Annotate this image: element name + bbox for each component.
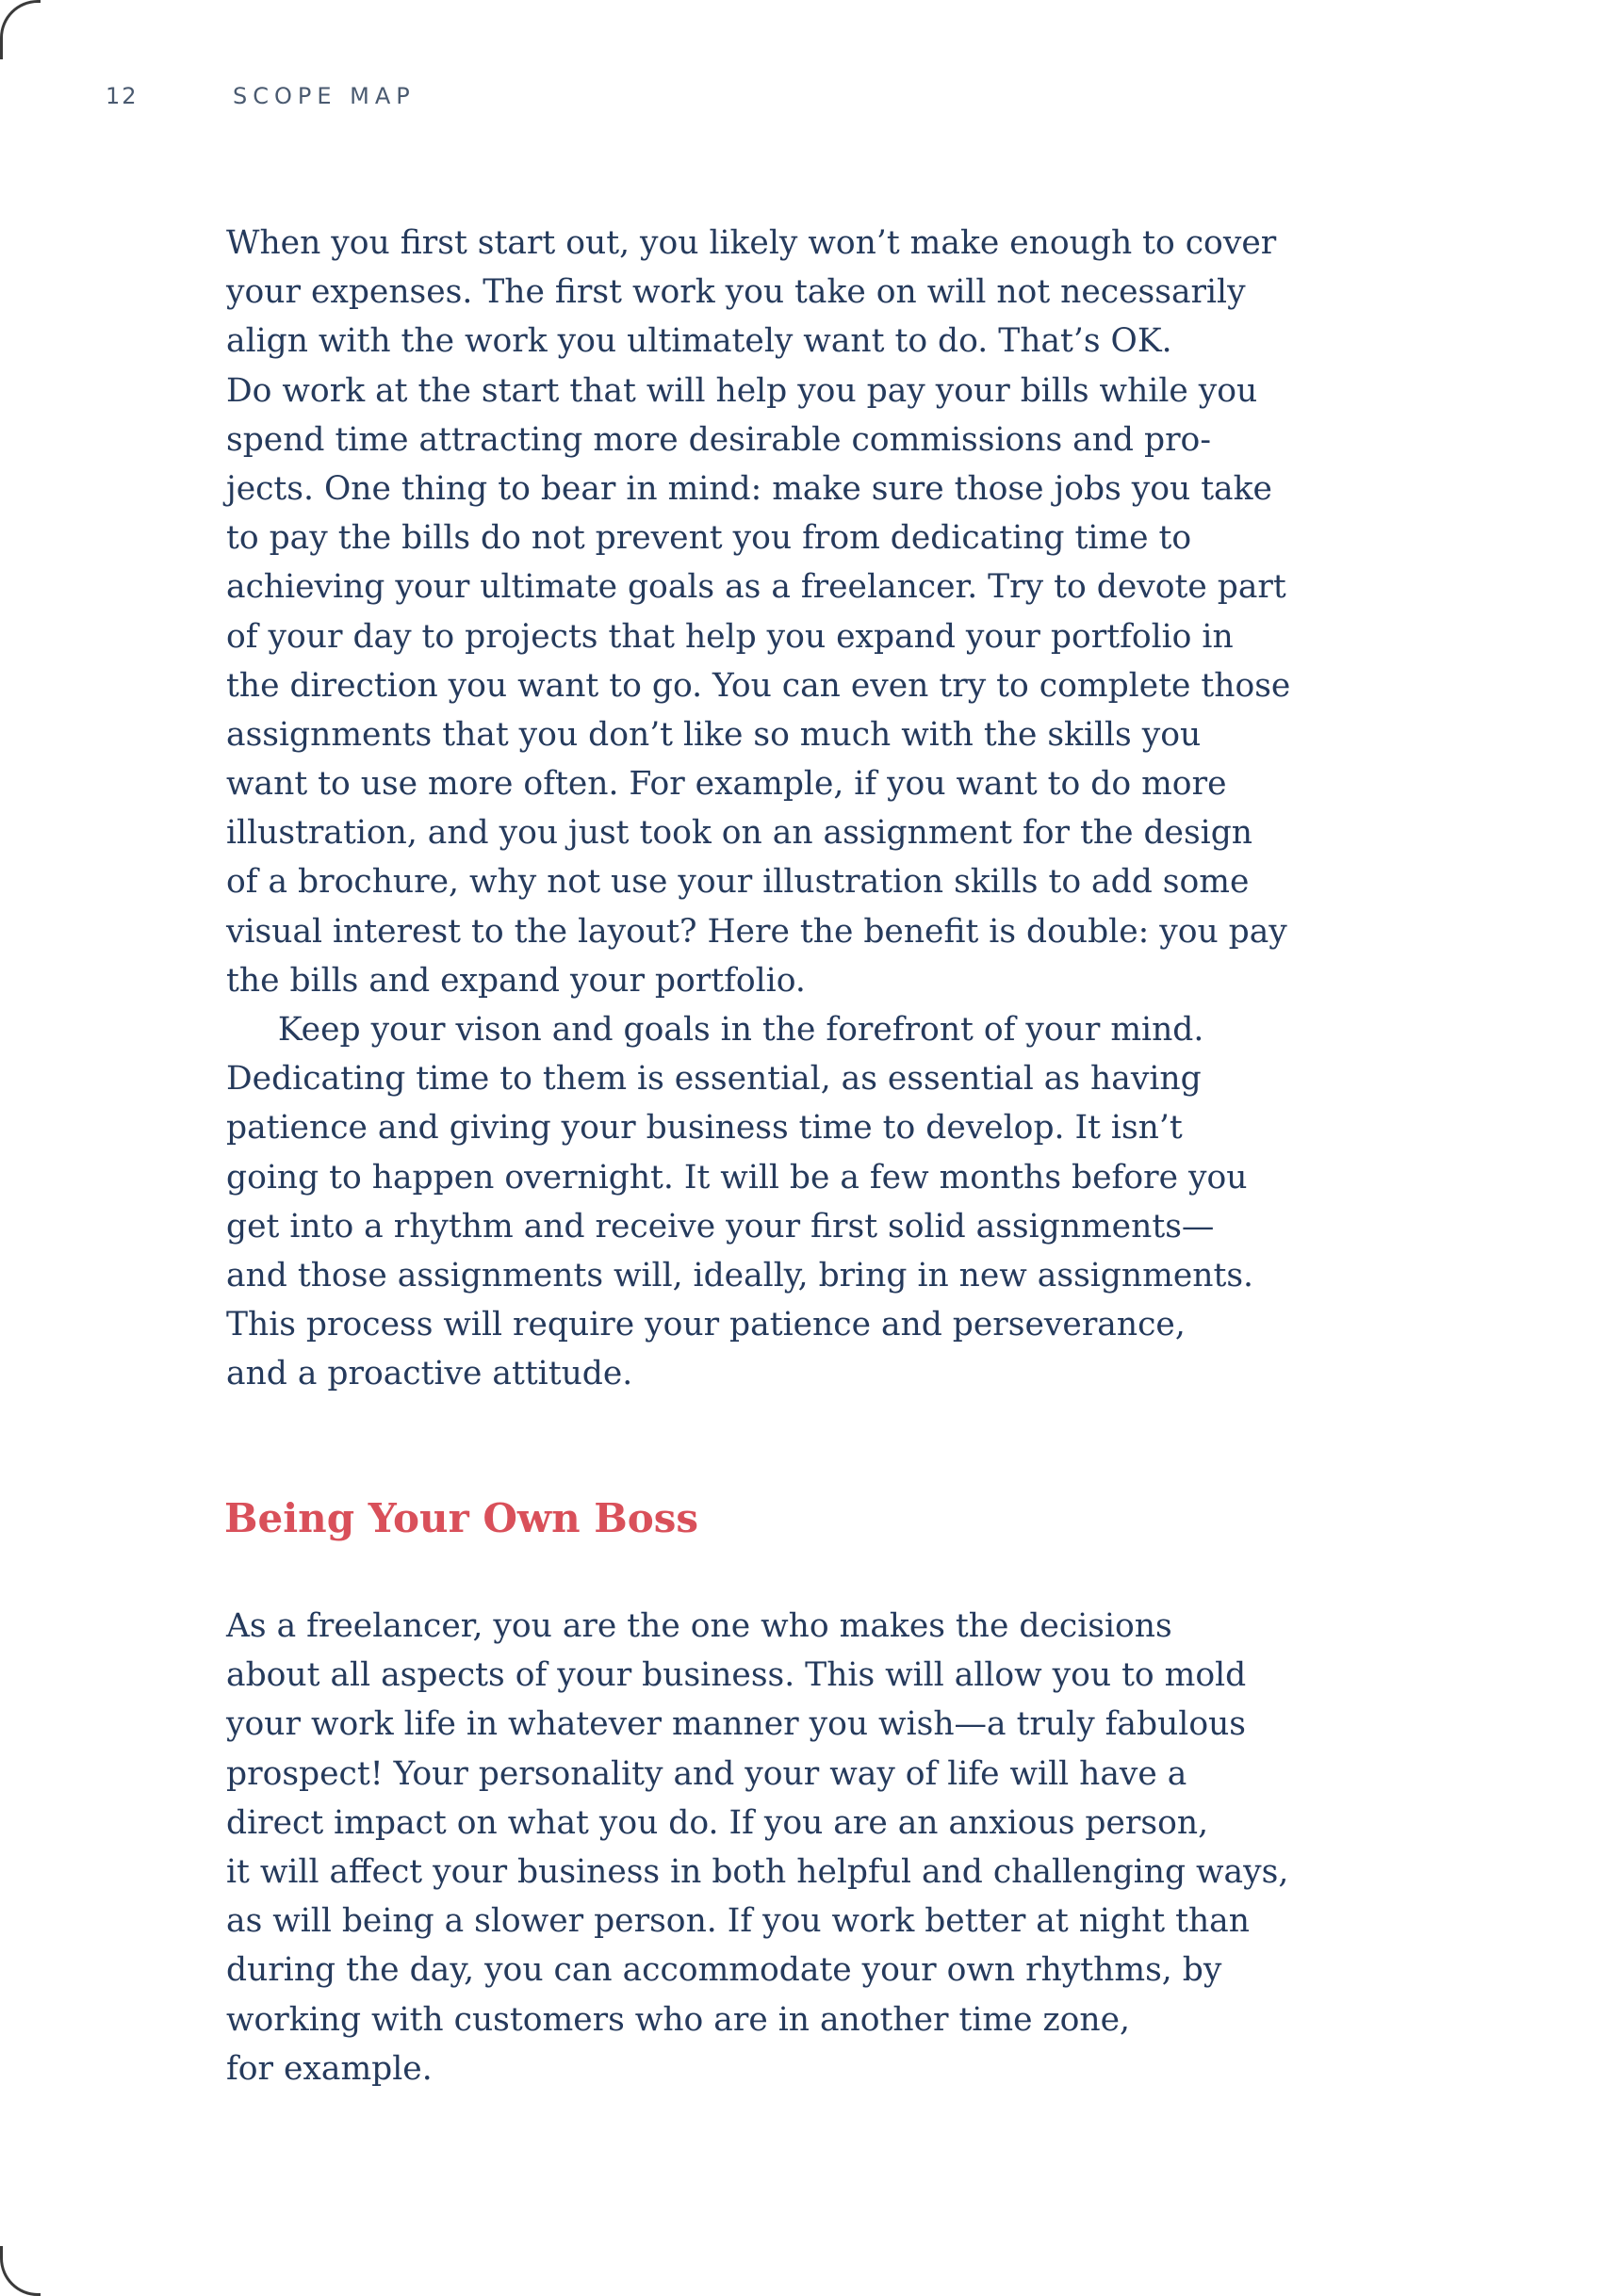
text-line: direct impact on what you do. If you are an anxious person,: [226, 1803, 1209, 1842]
text-line: Do work at the start that will help you pay your bills while you: [226, 371, 1258, 410]
text-line: your expenses. The first work you take on will not necessarily: [226, 273, 1246, 312]
text-line: When you first start out, you likely won’t make enough to cover: [226, 224, 1277, 262]
text-line: going to happen overnight. It will be a few months before you: [226, 1158, 1248, 1197]
body-text-block-1: [226, 219, 1357, 1399]
text-line: Dedicating time to them is essential, as essential as having: [226, 1060, 1202, 1099]
text-line: illustration, and you just took on an assignment for the design: [226, 814, 1253, 853]
text-line: assignments that you don’t like so much with the skills you: [226, 715, 1202, 754]
text-line: spend time attracting more desirable commissions and pro-: [226, 420, 1211, 459]
page-number: 12: [106, 83, 139, 109]
running-head: [106, 83, 416, 109]
text-line: jects. One thing to bear in mind: make sure those jobs you take: [226, 469, 1272, 508]
text-line: align with the work you ultimately want to do. That’s OK.: [226, 322, 1172, 361]
text-line: to pay the bills do not prevent you from dedicating time to: [226, 519, 1192, 558]
text-line: patience and giving your business time to develop. It isn’t: [226, 1109, 1183, 1148]
text-line: prospect! Your personality and your way of life will have a: [226, 1754, 1187, 1793]
running-head-section: SCOPE MAP: [233, 83, 416, 109]
text-line: As a freelancer, you are the one who makes the decisions: [226, 1607, 1172, 1645]
text-line: your work life in whatever manner you wish—a truly fabulous: [226, 1705, 1247, 1744]
text-line: about all aspects of your business. This will allow you to mold: [226, 1656, 1247, 1695]
text-line: during the day, you can accommodate your own rhythms, by: [226, 1951, 1222, 1990]
page-corner-bottom-left: [0, 2246, 41, 2296]
text-line: want to use more often. For example, if you want to do more: [226, 765, 1227, 804]
text-line: achieving your ultimate goals as a freelancer. Try to devote part: [226, 568, 1286, 607]
section-heading: Being Your Own Boss: [224, 1495, 699, 1541]
body-text-block-2: [226, 1602, 1357, 2093]
text-line: Keep your vison and goals in the forefront of your mind.: [226, 1011, 1204, 1049]
text-line: of a brochure, why not use your illustration skills to add some: [226, 863, 1250, 902]
text-line: and those assignments will, ideally, bring in new assignments.: [226, 1256, 1254, 1295]
text-line: the direction you want to go. You can even try to complete those: [226, 666, 1291, 705]
text-line: working with customers who are in another time zone,: [226, 2000, 1131, 2039]
text-line: the bills and expand your portfolio.: [226, 961, 806, 1000]
text-line: as will being a slower person. If you work better at night than: [226, 1902, 1250, 1941]
text-line: This process will require your patience and perseverance,: [226, 1306, 1186, 1344]
text-line: visual interest to the layout? Here the benefit is double: you pay: [226, 912, 1287, 951]
text-line: of your day to projects that help you expand your portfolio in: [226, 617, 1234, 656]
text-line: and a proactive attitude.: [226, 1355, 633, 1393]
text-line: get into a rhythm and receive your first solid assignments—: [226, 1207, 1215, 1246]
text-line: it will affect your business in both helpful and challenging ways,: [226, 1852, 1289, 1891]
page-corner-top-left: [0, 0, 41, 59]
text-line: for example.: [226, 2049, 433, 2088]
